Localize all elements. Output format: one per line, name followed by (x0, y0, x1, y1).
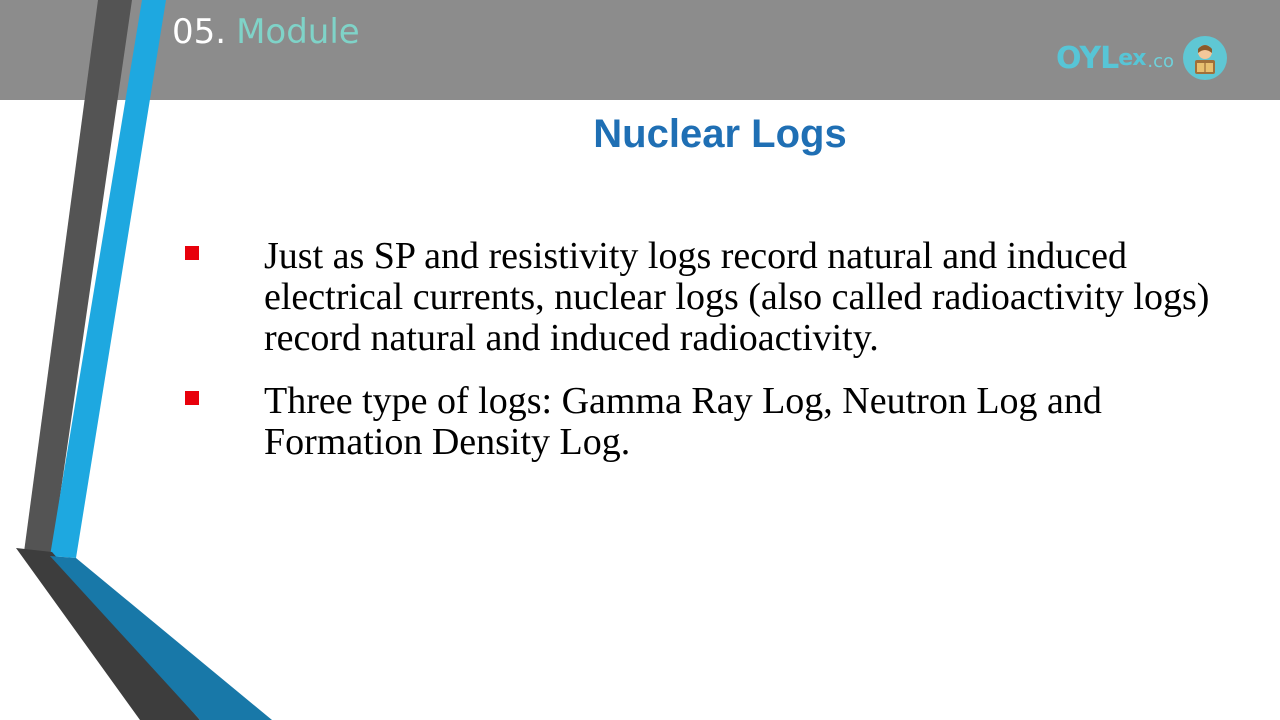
module-text: Module (236, 12, 360, 52)
module-number: 05. (172, 12, 227, 52)
bullet-text: Just as SP and resistivity logs record natural and induced electrical currents, nuclear logs (also called radioactivity logs) record natural and induced radioactivity. (264, 235, 1210, 359)
brand-logo[interactable] (1056, 34, 1228, 82)
bullet-text: Three type of logs: Gamma Ray Log, Neutron Log and Formation Density Log. (264, 380, 1102, 463)
logo-brand-main: OYL (1056, 40, 1119, 76)
bullet-list (182, 236, 1262, 485)
bullet-item (182, 381, 1262, 463)
logo-brand-ex: ex (1118, 45, 1146, 71)
bullet-item (182, 236, 1262, 359)
dark-lower-stripe (16, 548, 200, 720)
module-label (172, 12, 360, 52)
logo-brand-suffix: .co (1147, 50, 1175, 72)
reading-person-avatar-icon (1182, 35, 1228, 81)
slide-title: Nuclear Logs (593, 112, 847, 156)
bullet-square-icon (185, 246, 199, 260)
bullet-square-icon (185, 391, 199, 405)
